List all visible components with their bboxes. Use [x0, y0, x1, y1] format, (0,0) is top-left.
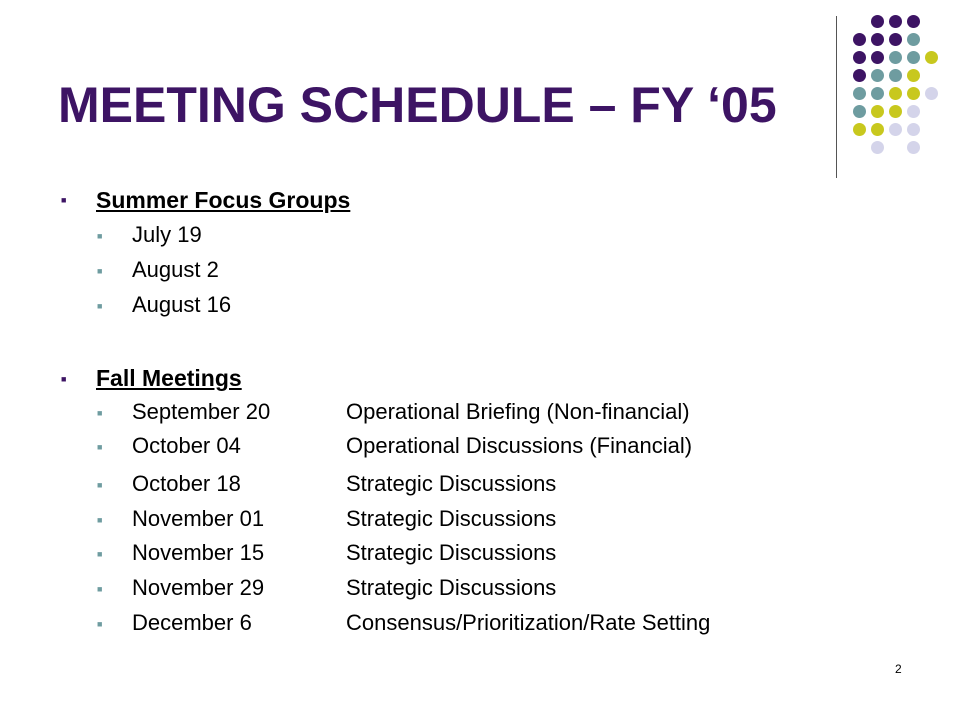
decorative-dot — [853, 87, 866, 100]
decorative-dot — [889, 87, 902, 100]
list-item-date: November 15 — [132, 540, 265, 565]
decorative-dot — [889, 15, 902, 28]
bullet-icon: ■ — [97, 301, 103, 311]
divider-line — [836, 16, 837, 178]
list-item-description: Consensus/Prioritization/Rate Setting — [346, 610, 711, 635]
list-item-date: August 2 — [132, 257, 219, 282]
decorative-dot — [853, 33, 866, 46]
decorative-dot — [853, 51, 866, 64]
decorative-dot — [871, 87, 884, 100]
decorative-dot — [871, 141, 884, 154]
page-number: 2 — [895, 662, 902, 676]
list-item-date: July 19 — [132, 222, 202, 247]
decorative-dot — [907, 123, 920, 136]
decorative-dot — [889, 33, 902, 46]
decorative-dot — [907, 33, 920, 46]
bullet-icon: ■ — [97, 619, 103, 629]
list-item-description: Strategic Discussions — [346, 575, 557, 600]
bullet-icon: ■ — [97, 266, 103, 276]
decorative-dot — [925, 87, 938, 100]
decorative-dot — [871, 15, 884, 28]
section-heading-summer: Summer Focus Groups — [96, 187, 351, 213]
decorative-dot — [853, 123, 866, 136]
bullet-icon: ■ — [97, 231, 103, 241]
list-item-date: October 04 — [132, 433, 241, 458]
bullet-icon: ■ — [61, 374, 67, 384]
bullet-icon: ■ — [97, 584, 103, 594]
list-item-date: August 16 — [132, 292, 232, 317]
decorative-dot — [907, 51, 920, 64]
decorative-dot — [907, 15, 920, 28]
decorative-dot — [907, 105, 920, 118]
decorative-dot — [871, 123, 884, 136]
list-item-description: Strategic Discussions — [346, 540, 557, 565]
decorative-dot — [871, 33, 884, 46]
bullet-icon: ■ — [97, 480, 103, 490]
bullet-icon: ■ — [97, 408, 103, 418]
bullet-icon: ■ — [97, 549, 103, 559]
decorative-dot — [889, 51, 902, 64]
decorative-dot — [889, 69, 902, 82]
decorative-dot — [907, 87, 920, 100]
decorative-dot — [853, 105, 866, 118]
bullet-icon: ■ — [97, 515, 103, 525]
decorative-dot — [871, 105, 884, 118]
list-item-description: Strategic Discussions — [346, 506, 557, 531]
list-item-date: November 29 — [132, 575, 265, 600]
list-item-date: September 20 — [132, 399, 271, 424]
slide-title: MEETING SCHEDULE – FY ‘05 — [58, 77, 777, 133]
decorative-dot — [907, 69, 920, 82]
decorative-dot — [871, 51, 884, 64]
bullet-icon: ■ — [97, 442, 103, 452]
list-item-description: Strategic Discussions — [346, 471, 557, 496]
list-item-description: Operational Briefing (Non-financial) — [346, 399, 690, 424]
list-item-date: October 18 — [132, 471, 241, 496]
decorative-dot — [889, 123, 902, 136]
list-item-description: Operational Discussions (Financial) — [346, 433, 693, 458]
bullet-icon: ■ — [61, 195, 67, 205]
decorative-dot — [907, 141, 920, 154]
decorative-dot — [853, 69, 866, 82]
section-heading-fall: Fall Meetings — [96, 365, 242, 391]
decorative-dot — [871, 69, 884, 82]
list-item-date: December 6 — [132, 610, 252, 635]
decorative-dot — [925, 51, 938, 64]
list-item-date: November 01 — [132, 506, 265, 531]
decorative-dot — [889, 105, 902, 118]
